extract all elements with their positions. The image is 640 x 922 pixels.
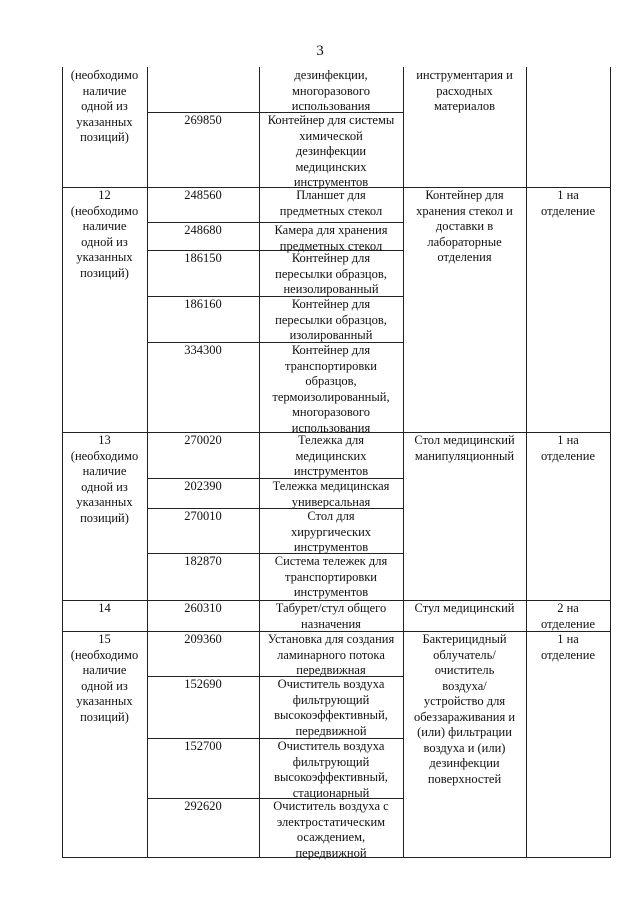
item-name: Система тележек для транспортировки инструментов: [274, 554, 388, 599]
item-category: Стол медицинский манипуляционный: [414, 433, 515, 463]
group-number: (необходимо наличие одной из указанных позиций): [70, 68, 139, 144]
group-number: 14: [98, 601, 111, 615]
required-quantity: 1 на отделение: [540, 188, 595, 218]
item-name: Камера для хранения предметных стекол: [274, 223, 388, 253]
item-code: 260310: [184, 601, 222, 615]
item-name: дезинфекции, многоразового использования: [291, 68, 371, 113]
item-code: 248680: [184, 223, 222, 237]
item-name: Тележка для медицинских инструментов: [293, 433, 369, 478]
item-name: Контейнер для пересылки образцов, изолированный: [275, 297, 387, 342]
item-name: Контейнер для пересылки образцов, неизолированный: [275, 251, 387, 296]
item-code: 152690: [184, 677, 222, 691]
item-code: 269850: [184, 113, 222, 127]
item-name: Установка для создания ламинарного потока передвижная: [267, 632, 395, 677]
column-divider: [610, 67, 611, 858]
item-name: Очиститель воздуха с электростатическим осаждением, передвижной: [273, 799, 389, 860]
group-number: 12 (необходимо наличие одной из указанных позиций): [70, 188, 139, 280]
required-quantity: 1 на отделение: [540, 433, 595, 463]
item-name: Тележка медицинская универсальная: [272, 479, 390, 509]
item-name: Очиститель воздуха фильтрующий высокоэффективный, стационарный: [274, 739, 388, 800]
group-number: 15 (необходимо наличие одной из указанных позиций): [70, 632, 139, 724]
item-code: 152700: [184, 739, 222, 753]
item-code: 186160: [184, 297, 222, 311]
page-number: 3: [316, 43, 324, 59]
item-name: Контейнер для системы химической дезинфекции медицинских инструментов: [267, 113, 395, 189]
item-name: Очиститель воздуха фильтрующий высокоэффективный, передвижной: [274, 677, 388, 738]
item-code: 334300: [184, 343, 222, 357]
item-category: Бактерицидный облучатель/ очиститель воздуха/ устройство для обеззараживания и (или) фильтрации воздуха и (или) дезинфекции поверхностей: [413, 632, 516, 786]
item-category: Контейнер для хранения стекол и доставки в лабораторные отделения: [416, 188, 513, 264]
item-name: Планшет для предметных стекол: [279, 188, 383, 218]
item-name: Табурет/стул общего назначения: [275, 601, 387, 631]
item-category: Стул медицинский: [414, 601, 515, 615]
item-code: 248560: [184, 188, 222, 202]
required-quantity: 1 на отделение: [540, 632, 595, 662]
item-name: Стол для хирургических инструментов: [290, 509, 372, 554]
item-code: 270020: [184, 433, 222, 447]
item-code: 292620: [184, 799, 222, 813]
item-category: инструментария и расходных материалов: [416, 68, 513, 113]
required-quantity: 2 на отделение: [540, 601, 595, 631]
item-code: 209360: [184, 632, 222, 646]
item-code: 186150: [184, 251, 222, 265]
item-code: 202390: [184, 479, 222, 493]
item-code: 270010: [184, 509, 222, 523]
item-code: 182870: [184, 554, 222, 568]
item-name: Контейнер для транспортировки образцов, термоизолированный, многоразового использования: [272, 343, 390, 435]
group-number: 13 (необходимо наличие одной из указанных позиций): [70, 433, 139, 525]
